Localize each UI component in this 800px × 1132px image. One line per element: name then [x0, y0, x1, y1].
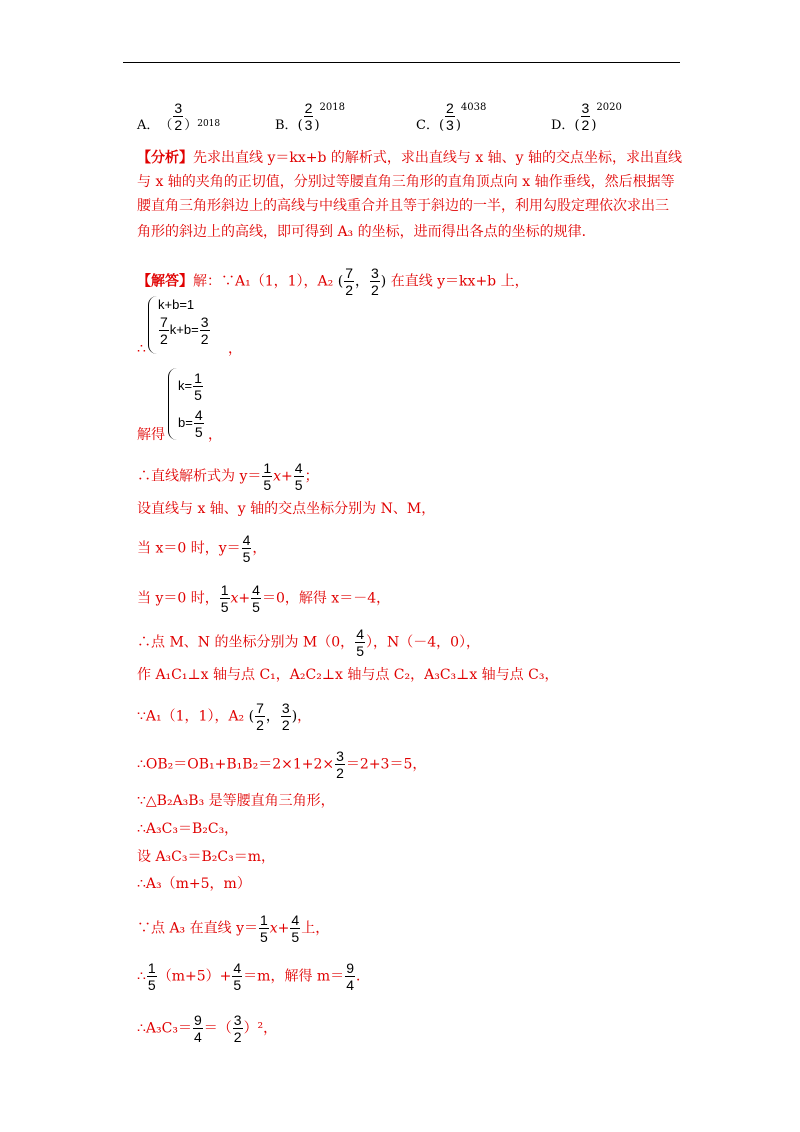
solution-line-11: ∴OB₂＝OB₁+B₁B₂＝2×1+2× $\frac{3}{2}$ ＝2+3＝5， — [137, 748, 427, 781]
option-a-fraction: $\frac{3}{2}$ — [174, 100, 183, 133]
analysis-line-3: 腰直角三角形斜边上的高线与中线重合并且等于斜边的一半，利用勾股定理依次求出三 — [137, 198, 669, 214]
solution-line-5: 设直线与 x 轴、y 轴的交点坐标分别为 N、M， — [137, 501, 436, 517]
analysis-line-2: 与 x 轴的夹角的正切值，分别过等腰直角三角形的直角顶点向 x 轴作垂线，然后根据等 — [137, 174, 675, 190]
header-rule — [123, 62, 680, 63]
analysis-line-1: 【分析】先求出直线 y＝kx+b 的解析式，求出直线与 x 轴、y 轴的交点坐标，求出直线 — [137, 150, 683, 166]
solution-line-12: ∵△B₂A₃B₃ 是等腰直角三角形， — [137, 793, 335, 809]
solution-line-6: 当 x＝0 时，y＝ $\frac{4}{5}$ ， — [137, 532, 267, 565]
solution-line-7: 当 y＝0 时， $\frac{1}{5}$ x+ $\frac{4}{5}$ ＝0，解得 x＝－4， — [137, 582, 391, 615]
solution-line-18: ∴A₃C₃＝ $\frac{9}{4}$ ＝（ $\frac{3}{2}$ ）²， — [137, 1012, 278, 1045]
solution-line-15: ∴A₃（m+5，m） — [137, 876, 251, 892]
equation-system-2: k= $\frac{1}{5}$ b= $\frac{4}{5}$ — [168, 368, 205, 440]
option-b: B． ( $\frac{2}{3}$ ) 2018 — [275, 100, 345, 133]
solution-line-10: ∵A₁（1，1），A₂ ( $\frac{7}{2}$ ， $\frac{3}{2}$ )， — [137, 700, 312, 733]
solution-line-17: ∴ $\frac{1}{5}$ （m+5）+ $\frac{4}{5}$ ＝m，解得 m＝ $\frac{9}{4}$ ． — [137, 960, 370, 993]
therefore-symbol: ∴ — [137, 341, 146, 357]
option-a: A． （ $\frac{3}{2}$ ） 2018 — [137, 100, 221, 133]
option-b-fraction: $\frac{2}{3}$ — [304, 100, 313, 133]
solution-line-9: 作 A₁C₁⊥x 轴与点 C₁，A₂C₂⊥x 轴与点 C₂，A₃C₃⊥x 轴与点 C₃， — [137, 667, 559, 683]
system-2-comma: ， — [208, 427, 222, 443]
solution-line-16: ∵点 A₃ 在直线 y＝ $\frac{1}{5}$ x+ $\frac{4}{5}$ 上， — [137, 912, 330, 945]
option-c: C． ( $\frac{2}{3}$ ) 4038 — [416, 100, 487, 133]
option-c-fraction: $\frac{2}{3}$ — [446, 100, 454, 133]
solution-line-8: ∴点 M、N 的坐标分别为 M（0， $\frac{4}{5}$ ），N（－4，0）， — [137, 626, 481, 659]
option-d: D． ( $\frac{3}{2}$ ) 2020 — [551, 100, 622, 133]
solution-line-14: 设 A₃C₃＝B₂C₃＝m， — [137, 849, 275, 865]
equation-system-1: k+b=1 $\frac{7}{2}$ k+b= $\frac{3}{2}$ — [148, 296, 211, 354]
solution-line-13: ∴A₃C₃＝B₂C₃， — [137, 821, 239, 837]
solution-line-4: ∴直线解析式为 y＝ $\frac{1}{5}$ x+ $\frac{4}{5}$ ； — [137, 460, 319, 493]
option-d-fraction: $\frac{3}{2}$ — [581, 100, 590, 133]
analysis-line-4: 角形的斜边上的高线，即可得到 A₃ 的坐标，进而得出各点的坐标的规律． — [137, 224, 596, 240]
system-1-comma: ， — [228, 341, 242, 357]
solution-line-1: 【解答】解：∵A₁（1，1），A₂ ( $\frac{7}{2}$ ， $\frac{3}{2}$ ) 在直线 y＝kx+b 上， — [137, 265, 529, 298]
solve-label: 解得 — [137, 427, 165, 443]
